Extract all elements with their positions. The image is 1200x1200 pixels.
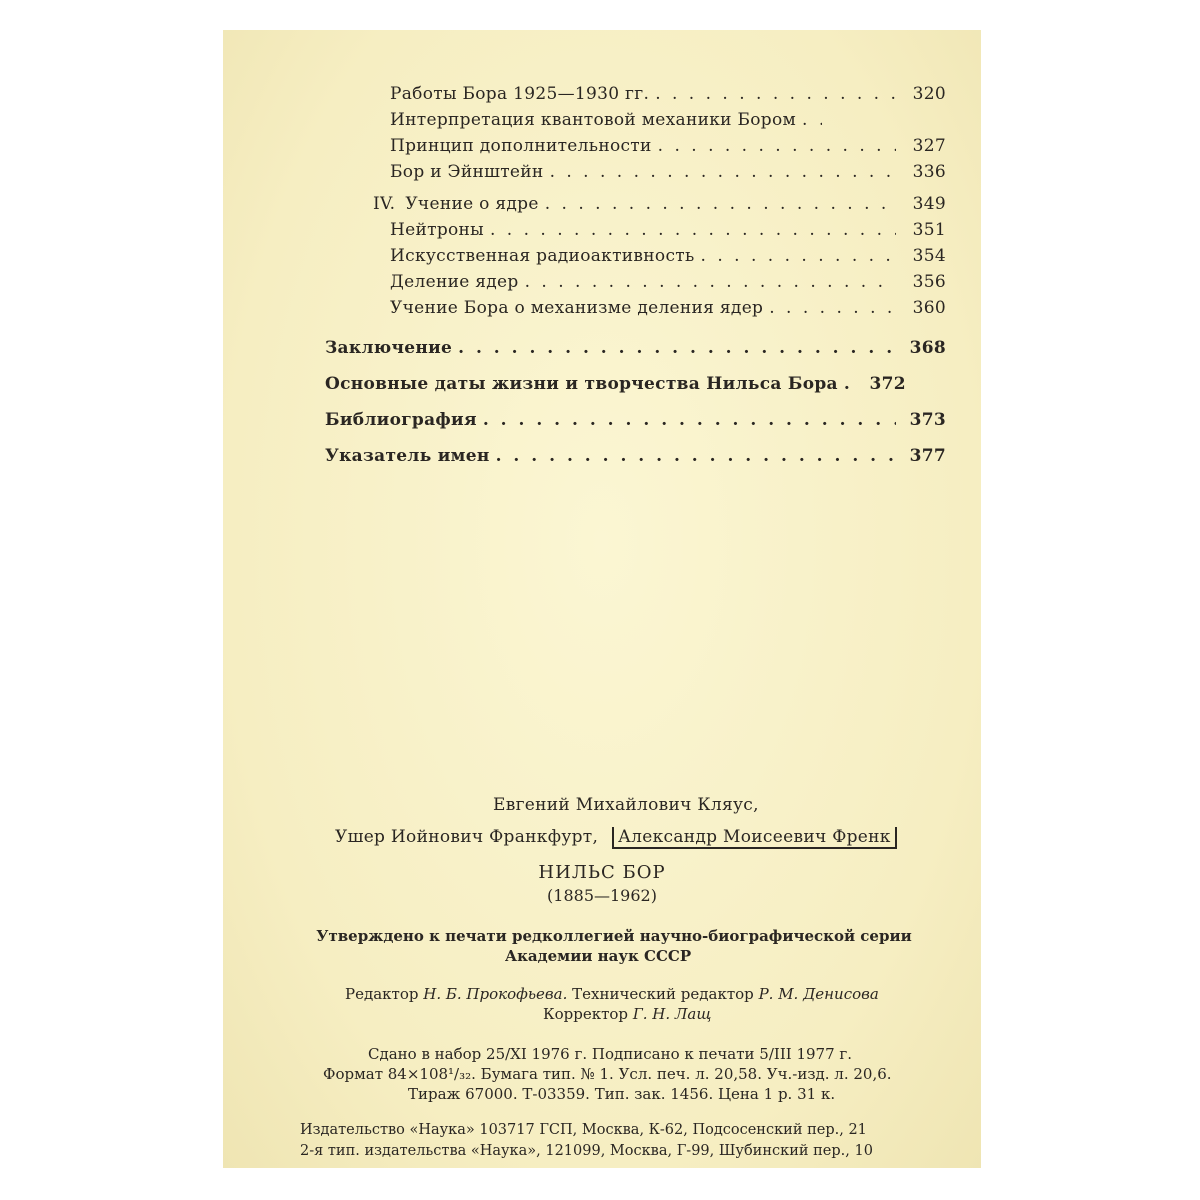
author-line [493,795,759,815]
approval-line: Утверждено к печати редколлегией научно-биографической серии [316,927,912,945]
dot-leader [769,296,896,320]
toc-entry [325,408,946,432]
editor-line [345,985,879,1003]
toc-entry-page: 360 [912,298,946,318]
toc-entry-page: 372 [869,374,906,394]
toc-entry-page: 351 [912,220,946,240]
toc-entry-title: Работы Бора 1925—1930 гг. [390,84,650,104]
dot-leader [496,444,896,468]
toc-entry-title: Бор и Эйнштейн [390,162,544,182]
toc-entry-title: Учение о ядре [405,194,539,214]
print-info-line: Тираж 67000. Т-03359. Тип. зак. 1456. Цена 1 р. 31 к. [408,1085,836,1103]
author-name-boxed: Александр Моисеевич Френк [612,827,897,849]
editor-label: Редактор [345,985,419,1003]
toc-entry-page: 336 [912,162,946,182]
toc-entry-page: 349 [912,194,946,214]
publisher-line: Издательство «Наука» 103717 ГСП, Москва, К-62, Подсосенский пер., 21 [300,1122,867,1138]
toc-entry-title: Нейтроны [390,220,484,240]
toc-entry [325,336,946,360]
corrector-label: Корректор [543,1005,629,1023]
toc-entry [390,82,946,106]
corrector-line [543,1005,711,1023]
toc-entry [390,160,946,184]
tech-editor-name: Р. М. Денисова [758,985,879,1003]
toc-entry-title: Искусственная радиоактивность [390,246,695,266]
toc-entry-page: 368 [909,338,946,358]
tech-editor-label: Технический редактор [572,985,754,1003]
book-title: НИЛЬС БОР [538,862,666,883]
dot-leader [802,108,822,132]
book-years: (1885—1962) [547,886,657,905]
dot-leader [701,244,896,268]
dot-leader [844,372,856,396]
approval-line: Академии наук СССР [504,947,692,965]
author-line [335,827,897,847]
toc-entry-page: 356 [912,272,946,292]
toc-entry [390,296,946,320]
toc-entry [325,372,946,396]
toc-entry-title: Учение Бора о механизме деления ядер [390,298,764,318]
toc-entry [390,270,946,294]
corrector-name: Г. Н. Лащ [632,1005,712,1023]
toc-entry-page: 377 [909,446,946,466]
toc-entry-title: Основные даты жизни и творчества Нильса Бора [325,374,838,394]
toc-entry-title: Заключение [325,338,453,358]
toc-section-heading [373,192,946,216]
dot-leader [658,134,896,158]
toc-entry-page: 354 [912,246,946,266]
dot-leader [490,218,896,242]
toc-section-roman: IV. [373,194,396,214]
toc-entry-page: 327 [912,136,946,156]
dot-leader [483,408,896,432]
print-info-line: Сдано в набор 25/XI 1976 г. Подписано к печати 5/III 1977 г. [368,1045,853,1063]
print-info-line: Формат 84×108¹/₃₂. Бумага тип. № 1. Усл. печ. л. 20,58. Уч.-изд. л. 20,6. [323,1065,892,1083]
publisher-line: 2-я тип. издательства «Наука», 121099, Москва, Г-99, Шубинский пер., 10 [300,1143,873,1159]
editor-name: Н. Б. Прокофьева. [423,985,568,1003]
toc-entry-page: 373 [909,410,946,430]
toc-entry [325,444,946,468]
dot-leader [458,336,896,360]
toc-entry [390,134,946,158]
toc-entry-title: Библиография [325,410,477,430]
author-name: Ушер Иойнович Франкфурт, [335,827,599,847]
dot-leader [655,82,896,106]
toc-entry [390,218,946,242]
dot-leader [545,192,896,216]
toc-entry-title: Указатель имен [325,446,490,466]
author-name: Евгений Михайлович Кляус, [493,795,759,815]
dot-leader [550,160,896,184]
toc-entry-page: 320 [912,84,946,104]
toc-entry-title: Интерпретация квантовой механики Бором [390,110,797,130]
toc-entry-title: Принцип дополнительности [390,136,652,156]
toc-entry [390,108,946,132]
toc-entry-title: Деление ядер [390,272,519,292]
dot-leader [525,270,896,294]
toc-entry [390,244,946,268]
book-page [223,30,981,1168]
